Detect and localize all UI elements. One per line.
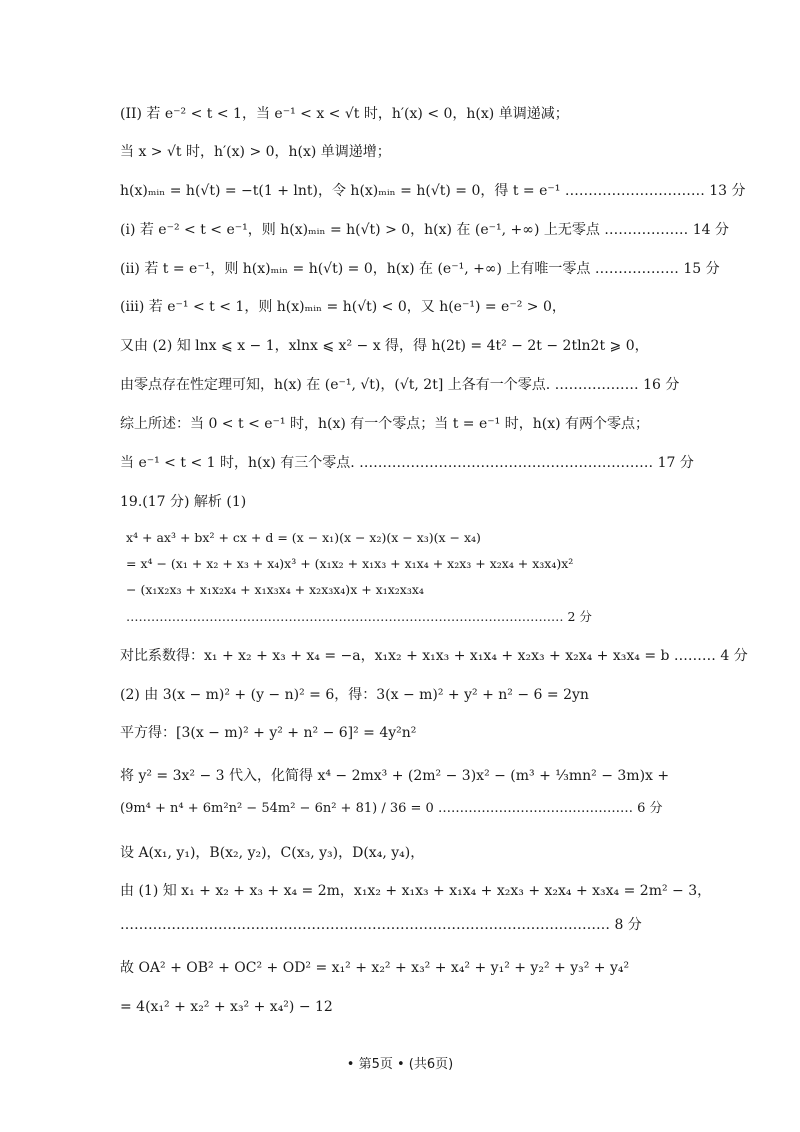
- text-line: 当 e⁻¹ < t < 1 时，h(x) 有三个零点. ……………………………………………………… 17 分: [120, 455, 694, 471]
- text-line: (iii) 若 e⁻¹ < t < 1，则 h(x)ₘᵢₙ = h(√t) < 0，又 h(e⁻¹) = e⁻² > 0，: [120, 299, 566, 315]
- text-line: = 4(x₁² + x₂² + x₃² + x₄²) − 12: [120, 999, 333, 1015]
- text-line: h(x)ₘᵢₙ = h(√t) = −t(1 + lnt)，令 h(x)ₘᵢₙ = h(√t) = 0，得 t = e⁻¹ ………………………… 13 分: [120, 183, 746, 199]
- text-line: (2) 由 3(x − m)² + (y − n)² = 6，得：3(x − m)² + y² + n² − 6 = 2yn: [120, 687, 589, 703]
- score-line: …………………………………………………………………………………………… 8 分: [120, 917, 642, 933]
- text-line: 对比系数得：x₁ + x₂ + x₃ + x₄ = −a，x₁x₂ + x₁x₃ + x₁x₄ + x₂x₃ + x₂x₄ + x₃x₄ = b ……… 4 分: [120, 648, 748, 664]
- equation-line: x⁴ + ax³ + bx² + cx + d = (x − x₁)(x − x₂)(x − x₃)(x − x₄): [126, 530, 481, 545]
- text-line: 将 y² = 3x² − 3 代入，化简得 x⁴ − 2mx³ + (2m² − 3)x² − (m³ + ⅓mn² − 3m)x +: [120, 768, 670, 784]
- fraction-line: (9m⁴ + n⁴ + 6m²n² − 54m² − 6n² + 81) / 36 = 0 ……………………………………… 6 分: [120, 801, 663, 816]
- text-line: 又由 (2) 知 lnx ⩽ x − 1，xlnx ⩽ x² − x 得，得 h(2t) = 4t² − 2t − 2tln2t ⩾ 0，: [120, 338, 649, 354]
- text-line: 由零点存在性定理可知，h(x) 在 (e⁻¹, √t)，(√t, 2t] 上各有一个零点. ……………… 16 分: [120, 377, 680, 393]
- text-line: 当 x > √t 时，h′(x) > 0，h(x) 单调递增；: [120, 144, 391, 160]
- score-line: …………………………………………………………………………………………… 2 分: [126, 609, 592, 624]
- equation-line: − (x₁x₂x₃ + x₁x₂x₄ + x₁x₃x₄ + x₂x₃x₄)x + x₁x₂x₃x₄: [126, 582, 424, 597]
- text-line: 平方得：[3(x − m)² + y² + n² − 6]² = 4y²n²: [120, 725, 417, 741]
- text-line: (II) 若 e⁻² < t < 1，当 e⁻¹ < x < √t 时，h′(x) < 0，h(x) 单调递减；: [120, 106, 569, 122]
- section-heading: 19.(17 分) 解析 (1): [120, 494, 247, 510]
- text-line: 由 (1) 知 x₁ + x₂ + x₃ + x₄ = 2m，x₁x₂ + x₁x₃ + x₁x₄ + x₂x₃ + x₂x₄ + x₃x₄ = 2m² − 3，: [120, 883, 712, 899]
- text-line: 故 OA² + OB² + OC² + OD² = x₁² + x₂² + x₃² + x₄² + y₁² + y₂² + y₃² + y₄²: [120, 960, 630, 976]
- text-line: (i) 若 e⁻² < t < e⁻¹，则 h(x)ₘᵢₙ = h(√t) > 0，h(x) 在 (e⁻¹, +∞) 上无零点 ……………… 14 分: [120, 222, 730, 238]
- text-line: 设 A(x₁, y₁)，B(x₂, y₂)，C(x₃, y₃)，D(x₄, y₄)，: [120, 845, 425, 861]
- text-line: (ii) 若 t = e⁻¹，则 h(x)ₘᵢₙ = h(√t) = 0，h(x) 在 (e⁻¹, +∞) 上有唯一零点 ……………… 15 分: [120, 261, 720, 277]
- text-line: 综上所述：当 0 < t < e⁻¹ 时，h(x) 有一个零点；当 t = e⁻¹ 时，h(x) 有两个零点；: [120, 416, 649, 432]
- page-footer: • 第5页 • (共6页): [346, 1057, 454, 1072]
- equation-line: = x⁴ − (x₁ + x₂ + x₃ + x₄)x³ + (x₁x₂ + x₁x₃ + x₁x₄ + x₂x₃ + x₂x₄ + x₃x₄)x²: [126, 556, 574, 571]
